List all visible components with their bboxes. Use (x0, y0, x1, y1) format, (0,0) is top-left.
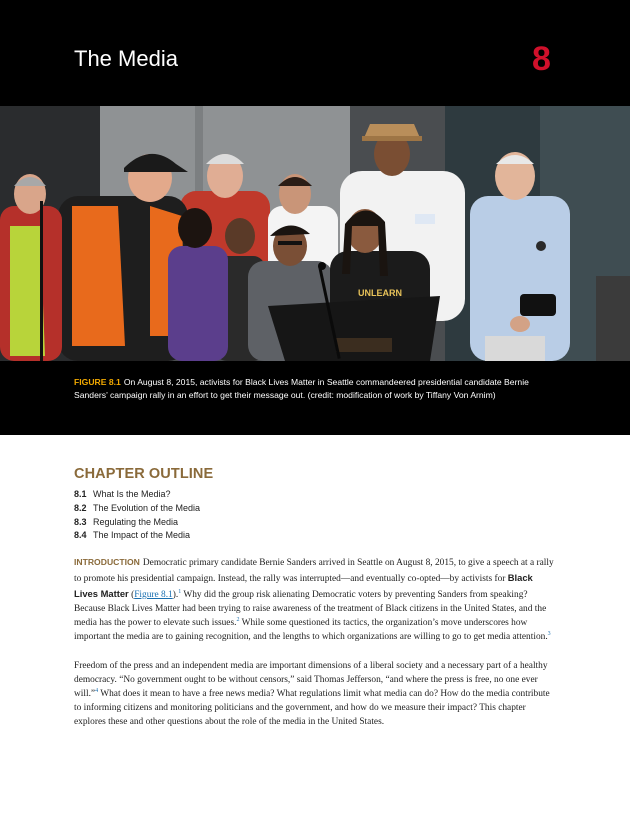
outline-item[interactable] (74, 488, 200, 502)
microphone (318, 262, 326, 270)
figure-caption-text: On August 8, 2015, activists for Black Lives Matter in Seattle commandeered presidential candidate Bernie Sanders’ campaign rally in an effort to get their message out. (credit: modification of work by Tiffany Von Arnim) (74, 377, 529, 400)
intro-text: ( (128, 589, 135, 600)
intro-paragraph-1 (74, 556, 556, 644)
footnote-ref[interactable]: 3 (547, 630, 551, 637)
intro-text: Freedom of the press and an independent media are important dimensions of a liberal society and a necessary part of a healthy democracy. “No government ought to be without censors,” said Thomas Jefferson, “and where the press is free, no one ever will.” (74, 661, 548, 699)
outline-item[interactable] (74, 502, 200, 516)
intro-text: While some questioned its tactics, the organization’s move underscores how important the media are to gaining recognition, and the lengths to which organizations are willing to go to get media attention. (74, 617, 548, 642)
intro-text: Why did the group risk alienating Democratic voters by preventing Sanders from speaking? Because Black Lives Matter had been trying to raise awareness of the treatment of Black citizens in the United States, and the media has the power to elevate such issues. (74, 589, 547, 628)
outline-item-number: 8.4 (74, 530, 87, 541)
chapter-outline-list (74, 488, 200, 543)
mic-stand-left (40, 201, 43, 361)
outline-item-number: 8.3 (74, 516, 87, 527)
outline-item-label: Regulating the Media (93, 516, 179, 527)
figure-caption-band (0, 361, 630, 435)
intro-text: What does it mean to have a free news media? What regulations limit what media can do? How do the media contribute to informing citizens and monitoring politicians and the government, and how do we measure their impact? This chapter explores these and other questions about the role of the media in the United States. (74, 688, 550, 727)
outline-item[interactable] (74, 529, 200, 543)
outline-item-number: 8.2 (74, 502, 87, 513)
figure-caption (74, 376, 564, 402)
outline-item-label: The Evolution of the Media (93, 502, 201, 513)
intro-label: INTRODUCTION (74, 557, 140, 567)
chapter-title: The Media (74, 46, 178, 71)
intro-paragraph-2 (74, 660, 556, 730)
footnote-ref[interactable]: 2 (236, 616, 240, 623)
intro-text: Democratic primary candidate Bernie Sanders arrived in Seattle on August 8, 2015, to give a speech at a rally to promote his presidential campaign. Instead, the rally was interrupted—and eventually co-opted—by activists for (74, 558, 554, 584)
outline-item-label: What Is the Media? (93, 489, 171, 499)
podium (268, 296, 440, 361)
chapter-number: 8 (532, 40, 551, 78)
figure-link[interactable]: Figure 8.1 (134, 589, 173, 600)
intro-text: ). (172, 589, 179, 600)
outline-item-label: The Impact of the Media (93, 530, 191, 541)
chapter-header (0, 0, 630, 106)
footnote-ref[interactable]: 4 (95, 687, 99, 694)
outline-item[interactable] (74, 516, 200, 530)
key-term[interactable]: Black Lives Matter (74, 571, 533, 599)
figure-label: FIGURE 8.1 (74, 377, 121, 387)
footnote-ref[interactable]: 1 (178, 588, 182, 595)
chapter-opening-photo (0, 106, 630, 361)
outline-item-number: 8.1 (74, 489, 87, 499)
chapter-outline-title: CHAPTER OUTLINE (74, 466, 214, 482)
shirt-text: UNLEARN (358, 288, 402, 298)
